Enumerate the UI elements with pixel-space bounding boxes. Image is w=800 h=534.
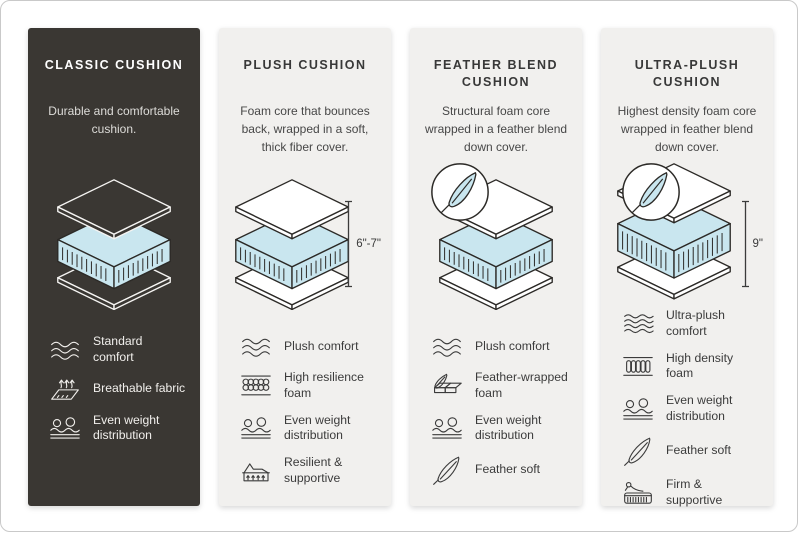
feather-icon bbox=[621, 436, 655, 466]
column-ultra-plush-cushion bbox=[601, 28, 773, 506]
resilience-foam-icon bbox=[239, 373, 273, 398]
measure-line-icon bbox=[344, 200, 353, 288]
measure-label: 6"-7" bbox=[356, 238, 381, 250]
feature-row bbox=[621, 351, 759, 383]
feather-badge-icon bbox=[430, 162, 490, 222]
even-weight-icon bbox=[48, 416, 82, 441]
feature-label: High resilience foam bbox=[284, 369, 364, 400]
feature-label: High density foam bbox=[666, 350, 734, 381]
cushion-diagram bbox=[233, 162, 381, 326]
feature-label: Feather-wrapped foam bbox=[475, 369, 568, 400]
feature-list bbox=[233, 334, 377, 498]
breathable-fabric-icon bbox=[48, 377, 82, 402]
feature-label: Feather soft bbox=[666, 443, 732, 458]
feature-label: Even weight distribution bbox=[666, 393, 733, 424]
card-description: Highest density foam core wrapped in feather blend down cover. bbox=[617, 104, 757, 154]
feature-row bbox=[239, 370, 377, 402]
even-weight-icon bbox=[430, 416, 464, 441]
feature-row bbox=[621, 393, 759, 425]
feature-label: Ultra-plush comfort bbox=[666, 307, 725, 338]
cushion-layers-illustration bbox=[46, 178, 182, 310]
resilient-supportive-icon bbox=[239, 459, 273, 484]
feature-label: Feather soft bbox=[475, 462, 541, 477]
height-measurement bbox=[741, 200, 763, 288]
cushion-diagram bbox=[615, 162, 763, 300]
feature-row bbox=[621, 436, 759, 466]
feather-badge-icon bbox=[621, 162, 681, 222]
density-foam-icon bbox=[621, 354, 655, 379]
feather-foam-icon bbox=[430, 373, 464, 398]
waves-icon bbox=[48, 337, 82, 362]
card-description: Durable and comfortable cushion. bbox=[48, 104, 180, 136]
measure-label: 9" bbox=[752, 238, 763, 250]
card-title: PLUSH CUSHION bbox=[243, 58, 367, 72]
feature-label: Plush comfort bbox=[284, 338, 359, 353]
cushion-layers-illustration bbox=[224, 178, 360, 310]
feature-label: Even weight distribution bbox=[475, 412, 542, 443]
waves-dense-icon bbox=[621, 311, 655, 336]
feature-row bbox=[621, 477, 759, 509]
feature-list bbox=[424, 334, 568, 497]
waves-icon bbox=[239, 334, 273, 359]
feather-icon bbox=[430, 455, 464, 485]
card-description: Foam core that bounces back, wrapped in a soft, thick fiber cover. bbox=[240, 104, 370, 154]
even-weight-icon bbox=[621, 397, 655, 422]
firm-supportive-icon bbox=[621, 481, 655, 506]
feature-row bbox=[430, 370, 568, 402]
feature-row bbox=[430, 413, 568, 445]
cushion-diagram bbox=[42, 162, 186, 326]
feature-label: Firm & supportive bbox=[666, 477, 723, 508]
feature-row bbox=[430, 334, 568, 359]
column-feather-blend-cushion bbox=[410, 28, 582, 506]
feature-row bbox=[239, 455, 377, 487]
feature-list bbox=[615, 308, 759, 520]
card-description: Structural foam core wrapped in a feather blend down cover. bbox=[424, 104, 568, 154]
height-measurement bbox=[344, 200, 381, 288]
feature-label: Even weight distribution bbox=[284, 412, 351, 443]
feature-list bbox=[42, 334, 186, 455]
feature-row bbox=[48, 413, 186, 445]
feature-row bbox=[48, 377, 186, 402]
measure-line-icon bbox=[741, 200, 750, 288]
even-weight-icon bbox=[239, 416, 273, 441]
feature-label: Plush comfort bbox=[475, 338, 550, 353]
feature-row bbox=[621, 308, 759, 340]
column-plush-cushion bbox=[219, 28, 391, 506]
column-classic-cushion bbox=[28, 28, 200, 506]
card-title: ULTRA-PLUSH CUSHION bbox=[634, 58, 740, 89]
feature-row bbox=[239, 413, 377, 445]
feature-label: Breathable fabric bbox=[93, 381, 186, 396]
card-title: CLASSIC CUSHION bbox=[44, 58, 184, 72]
feature-row bbox=[48, 334, 186, 366]
feature-row bbox=[239, 334, 377, 359]
feature-label: Standard comfort bbox=[93, 334, 143, 364]
feature-row bbox=[430, 455, 568, 485]
cushion-diagram bbox=[424, 162, 568, 326]
feature-label: Even weight distribution bbox=[93, 412, 160, 443]
feature-label: Resilient & supportive bbox=[284, 455, 343, 486]
card-title: FEATHER BLEND CUSHION bbox=[433, 58, 559, 89]
waves-icon bbox=[430, 334, 464, 359]
